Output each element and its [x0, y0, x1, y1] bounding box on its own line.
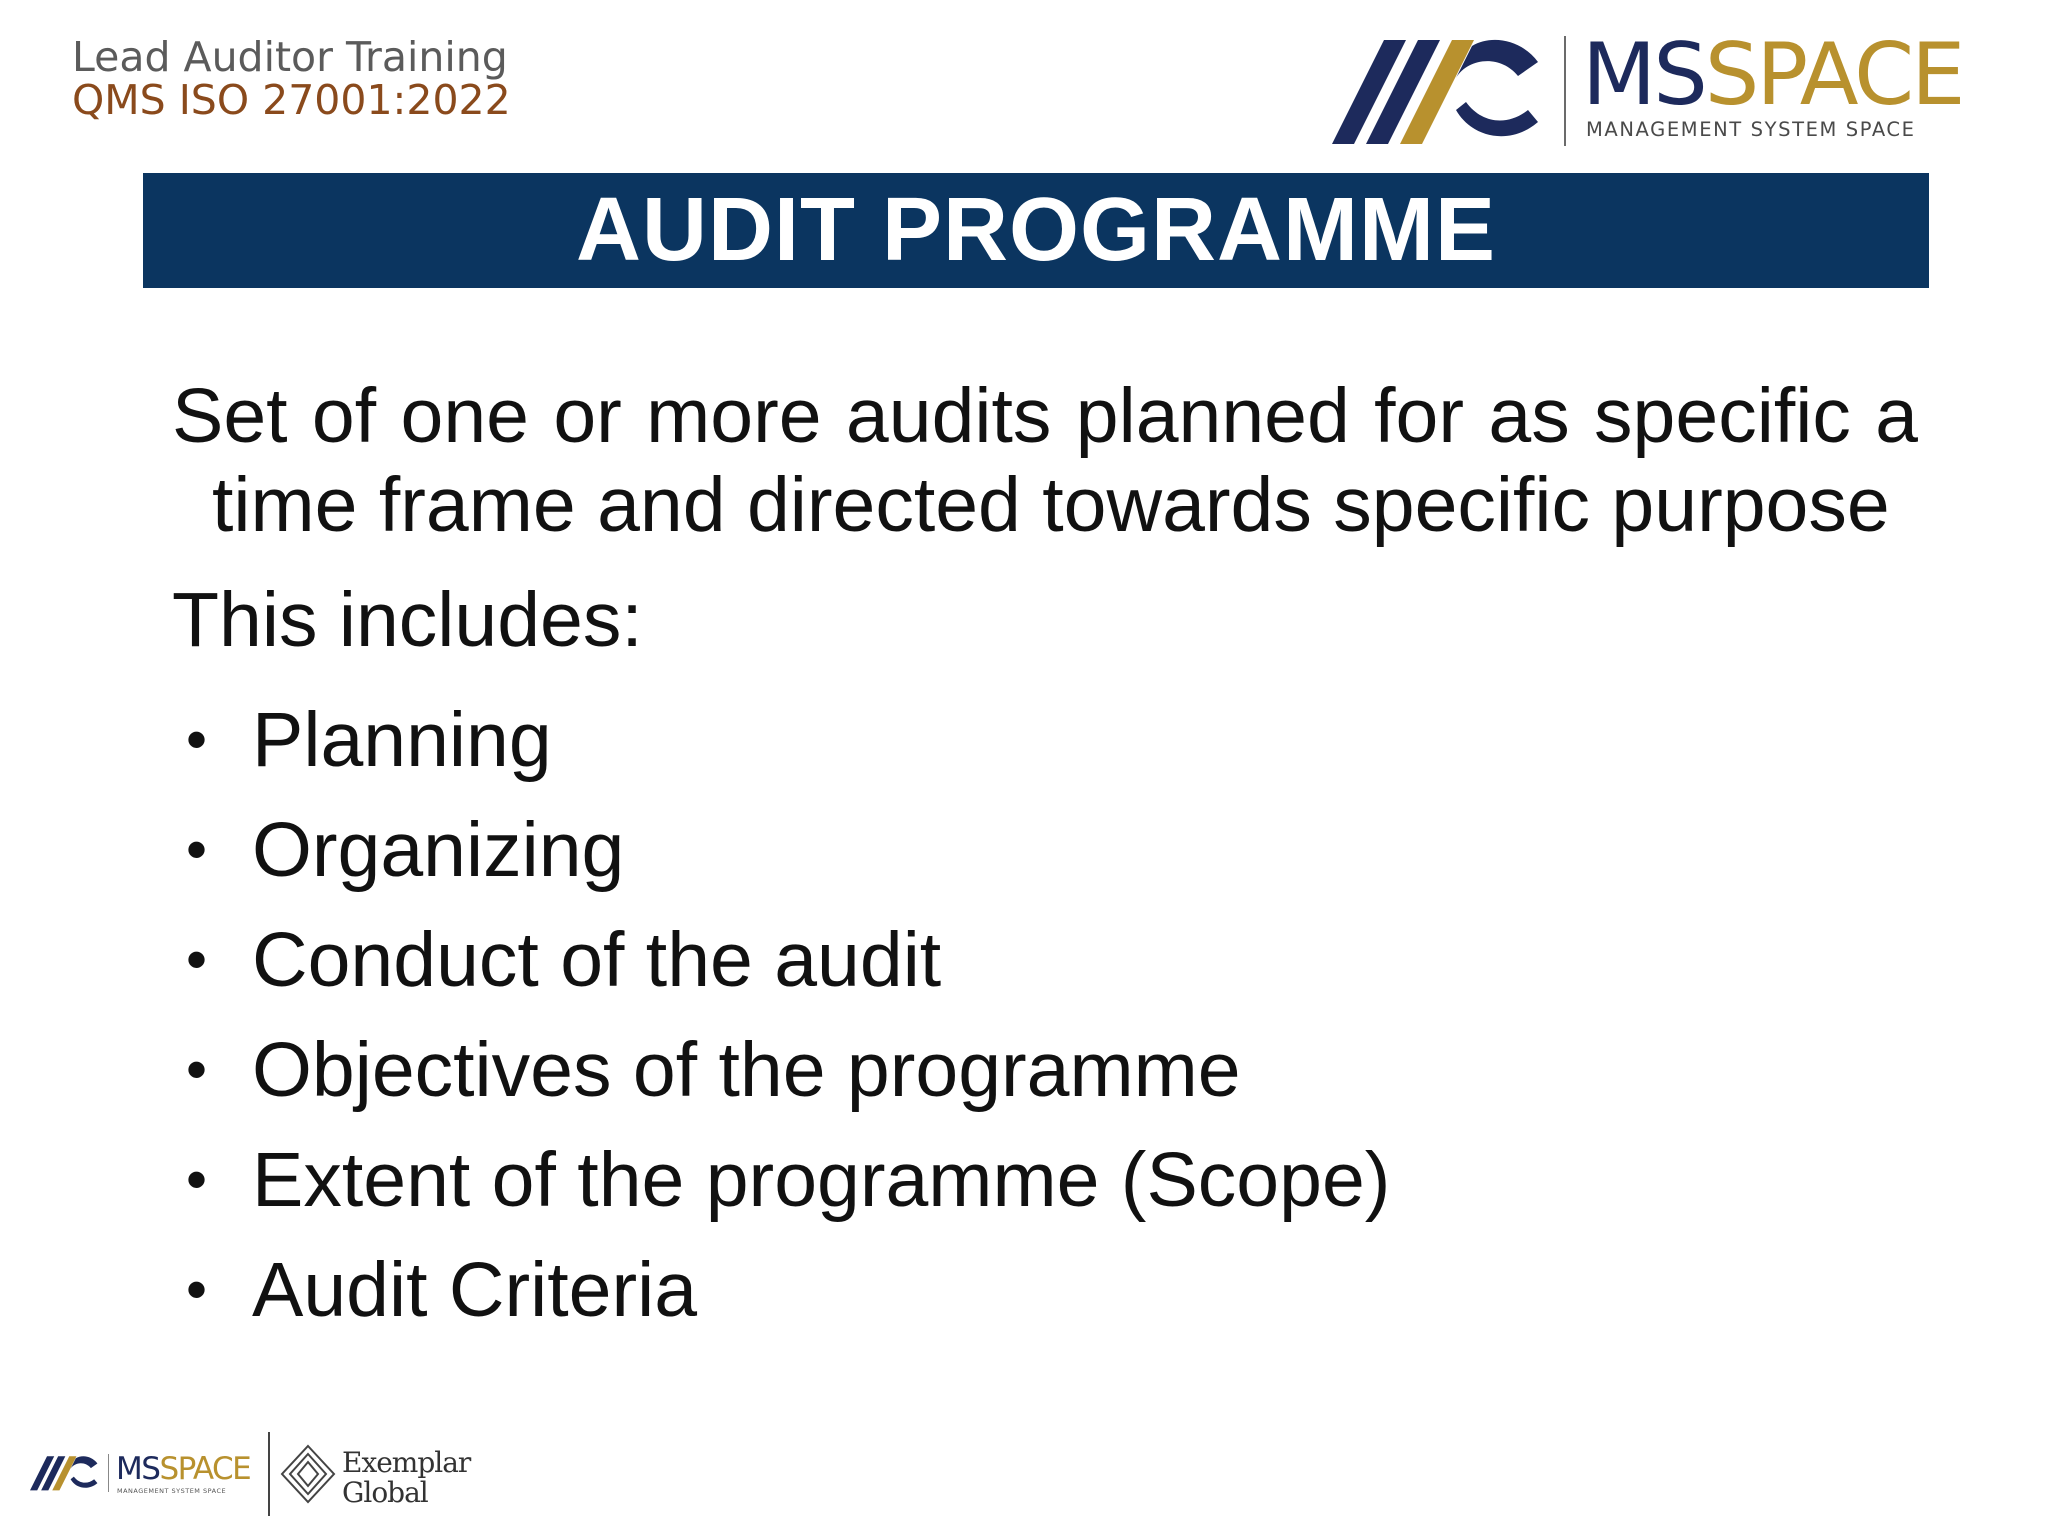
- list-item-text: Organizing: [252, 807, 625, 893]
- list-item: [172, 1015, 1918, 1125]
- slide-title: AUDIT PROGRAMME: [576, 180, 1496, 280]
- logo-divider: [1564, 36, 1566, 146]
- course-header: [72, 33, 511, 125]
- logo-wordmark-space: SPACE: [1704, 25, 1963, 125]
- footer-wordmark-space: SPACE: [159, 1451, 251, 1487]
- logo-wordmark: [1582, 25, 1963, 125]
- includes-list: [172, 685, 1918, 1345]
- logo-subtitle: MANAGEMENT SYSTEM SPACE: [1586, 118, 1916, 141]
- exemplar-diamond-icon: [278, 1442, 338, 1506]
- exemplar-line2: Global: [342, 1476, 428, 1510]
- slide-body: [172, 372, 1918, 1345]
- footer-logos: [30, 1432, 470, 1516]
- footer-wordmark: [116, 1451, 251, 1487]
- exemplar-global-logo: [342, 1448, 470, 1508]
- list-item-text: Objectives of the programme: [252, 1027, 1241, 1113]
- bullet-icon: •: [186, 1146, 208, 1213]
- list-item: [172, 1125, 1918, 1235]
- logo-wordmark-ms: MS: [1582, 25, 1705, 125]
- list-item: [172, 685, 1918, 795]
- bullet-icon: •: [186, 706, 208, 773]
- list-item: [172, 795, 1918, 905]
- course-standard: QMS ISO 27001:2022: [72, 76, 511, 125]
- footer-divider: [268, 1432, 270, 1516]
- list-item-text: Planning: [252, 697, 552, 783]
- bullet-icon: •: [186, 1256, 208, 1323]
- definition-text: Set of one or more audits planned for as specific a time frame and directed towards specific purpose: [172, 373, 1918, 548]
- mc-monogram-small-icon: [30, 1450, 102, 1496]
- footer-divider-small: [108, 1454, 109, 1492]
- exemplar-line1: Exemplar: [342, 1446, 471, 1479]
- bullet-icon: •: [186, 1036, 208, 1103]
- title-band: [143, 173, 1929, 288]
- list-item-text: Audit Criteria: [252, 1247, 698, 1333]
- bullet-icon: •: [186, 926, 208, 993]
- course-title: Lead Auditor Training: [72, 33, 508, 81]
- footer-logo-subtitle: MANAGEMENT SYSTEM SPACE: [117, 1487, 227, 1495]
- list-item: [172, 1235, 1918, 1345]
- includes-label: This includes:: [172, 577, 643, 663]
- list-item-text: Extent of the programme (Scope): [252, 1137, 1391, 1223]
- mc-monogram-icon: [1332, 32, 1552, 150]
- msspace-logo: [1332, 25, 2008, 152]
- footer-wordmark-ms: MS: [116, 1451, 160, 1487]
- bullet-icon: •: [186, 816, 208, 883]
- list-item-text: Conduct of the audit: [252, 917, 942, 1003]
- list-item: [172, 905, 1918, 1015]
